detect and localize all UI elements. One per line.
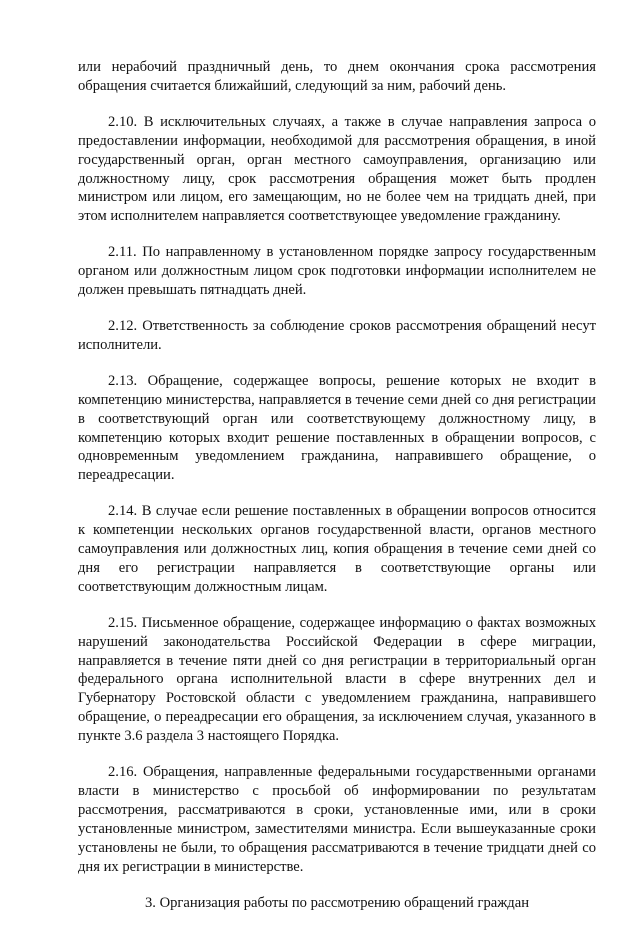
paragraph-2-14: 2.14. В случае если решение поставленных в обращении вопросов относится к компетенции нескольких органов государственной власти, органов местного самоуправления или должностных лиц, копия обращения в течение семи дней со дня его регистрации направляется в соответствующие органы или соответствующим должностным лицам. [78, 503, 596, 595]
paragraph-2-11: 2.11. По направленному в установленном порядке запросу государственным органом или должностным лицом срок подготовки информации исполнителем не должен превышать пятнадцать дней. [78, 244, 596, 299]
section-heading: 3. Организация работы по рассмотрению обращений граждан [144, 894, 530, 911]
paragraph-2-15: 2.15. Письменное обращение, содержащее информацию о фактах возможных нарушений законодательства Российской Федерации в сфере миграции, направляется в течение пяти дней со дня регистрации в территориальный орган федерального органа исполнительной власти в сфере внутренних дел и Губернатору Ростовской области с уведомлением гражданина, направившего обращение, о переадресации его обращения, за исключением случая, указанного в пункте 3.6 раздела 3 настоящего Порядка. [78, 614, 596, 745]
paragraph-2-10: 2.10. В исключительных случаях, а также в случае направления запроса о предоставлении информации, необходимой для рассмотрения обращения, в иной государственный орган, орган местного самоуправления, организацию или должностному лицу, срок рассмотрения обращения может быть продлен министром или лицом, его замещающим, но не более чем на тридцать дней, при этом исполнителем направляется соответствующее уведомление гражданину. [78, 113, 596, 225]
paragraph-continuation: или нерабочий праздничный день, то днем окончания срока рассмотрения обращения считается ближайший, следующий за ним, рабочий день. [78, 59, 596, 94]
paragraph-2-12: 2.12. Ответственность за соблюдение сроков рассмотрения обращений несут исполнители. [78, 317, 596, 353]
paragraph-2-16: 2.16. Обращения, направленные федеральными государственными органами власти в министерство с просьбой об информировании по результатам рассмотрения, рассматриваются в сроки, установленные ими, или в сроки установленные министром, заместителями министра. Если вышеуказанные сроки установлены не были, то обращения рассматриваются в течение тридцати дней со дня их регистрации в министерстве. [78, 764, 596, 875]
document-page [78, 58, 596, 929]
paragraph-2-13: 2.13. Обращение, содержащее вопросы, решение которых не входит в компетенцию министерства, направляется в течение семи дней со дня регистрации в соответствующий орган или соответствующему должностному лицу, в компетенцию которых входит решение поставленных в обращении вопросов, с одновременным уведомлением гражданина, направившего обращение, о переадресации. [78, 372, 596, 484]
